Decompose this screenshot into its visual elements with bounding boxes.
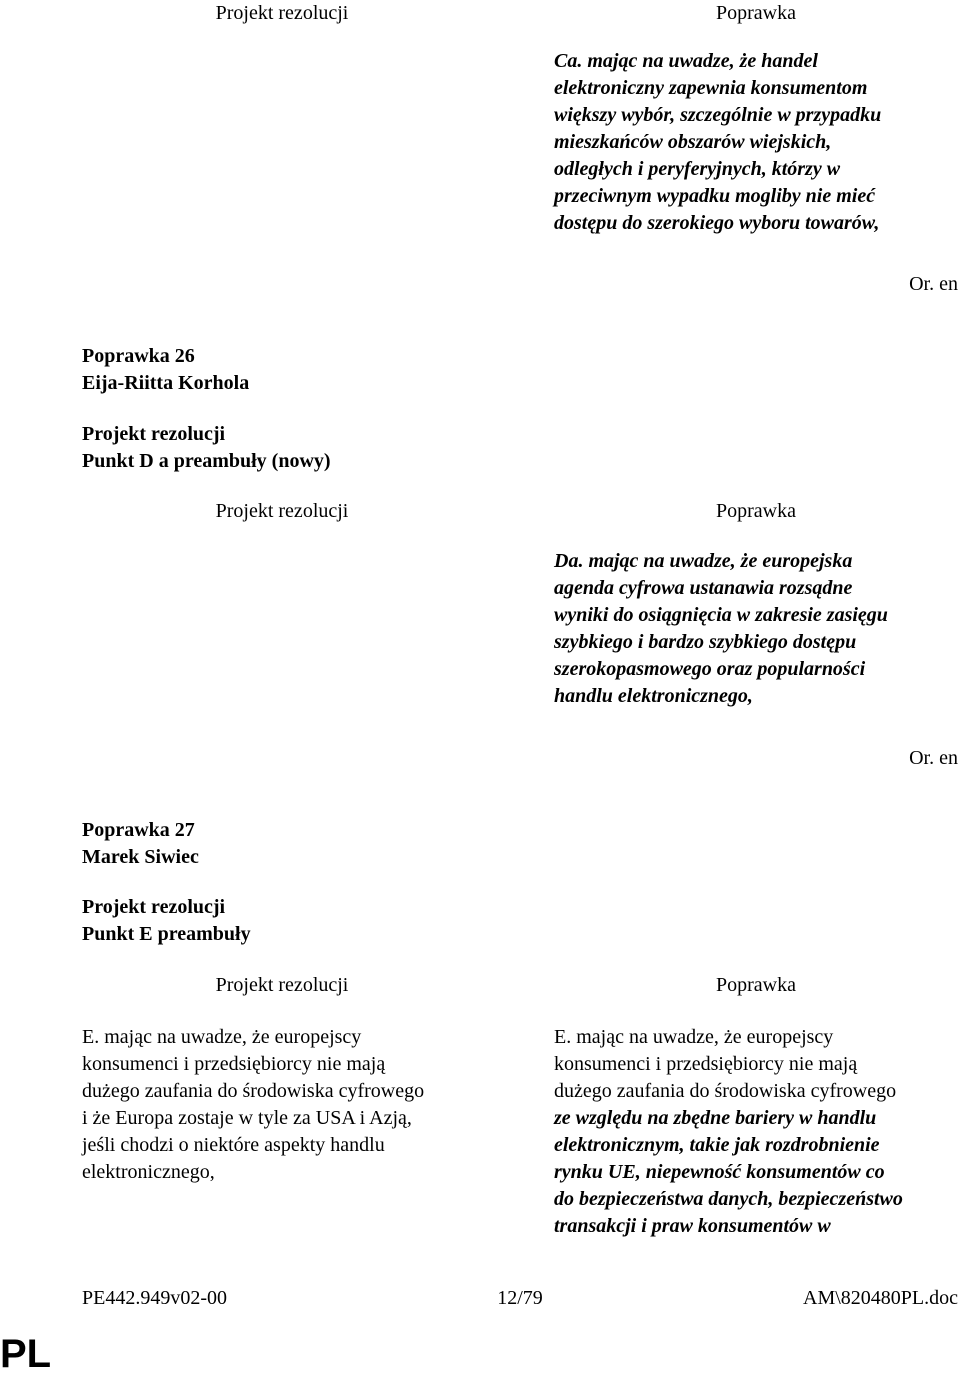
- original-language: Or. en: [909, 273, 958, 295]
- language-code: PL: [0, 1332, 52, 1376]
- changed-text-line: transakcji i praw konsumentów w: [554, 1215, 831, 1237]
- amendment-heading-27: [82, 817, 199, 871]
- column-header-amendment: Poprawka: [716, 2, 796, 24]
- text-line: Ca. mając na uwadze, że handel: [554, 50, 818, 72]
- changed-text-line: do bezpieczeństwa danych, bezpieczeństwo: [554, 1188, 903, 1210]
- changed-text-line: ze względu na zbędne bariery w handlu: [554, 1107, 877, 1129]
- text-line: wyniki do osiągnięcia w zakresie zasięgu: [554, 604, 888, 626]
- amendment-text-e: [554, 1024, 954, 1240]
- text-line: dużego zaufania do środowiska cyfrowego: [554, 1080, 897, 1102]
- text-line: elektronicznego,: [82, 1161, 215, 1183]
- amendment-reference-27: [82, 894, 251, 948]
- original-language: Or. en: [909, 747, 958, 769]
- paragraph-reference: Punkt D a preambuły (nowy): [82, 450, 331, 472]
- text-line: i że Europa zostaje w tyle za USA i Azją,: [82, 1107, 412, 1129]
- paragraph-reference: Punkt E preambuły: [82, 923, 251, 945]
- text-line: odległych i peryferyjnych, którzy w: [554, 158, 841, 180]
- amendment-title: Poprawka 26: [82, 345, 195, 367]
- text-line: dużego zaufania do środowiska cyfrowego: [82, 1080, 425, 1102]
- text-line: E. mając na uwadze, że europejscy: [554, 1026, 834, 1048]
- text-line: przeciwnym wypadku mogliby nie mieć: [554, 185, 876, 207]
- column-header-draft: Projekt rezolucji: [215, 500, 349, 522]
- amendment-reference-26: [82, 421, 331, 475]
- amendment-heading-26: [82, 343, 249, 397]
- text-line: handlu elektronicznego,: [554, 685, 753, 707]
- column-header-amendment: Poprawka: [716, 974, 796, 996]
- text-line: agenda cyfrowa ustanawia rozsądne: [554, 577, 853, 599]
- amendment-author: Eija-Riitta Korhola: [82, 372, 250, 394]
- amendment-title: Poprawka 27: [82, 819, 195, 841]
- footer-page-number: 12/79: [497, 1287, 543, 1309]
- text-line: konsumenci i przedsiębiorcy nie mają: [554, 1053, 858, 1075]
- column-header-draft: Projekt rezolucji: [215, 2, 349, 24]
- original-text-e: [82, 1024, 482, 1186]
- amendment-text-da: [554, 548, 954, 710]
- amendment-text-ca: [554, 48, 954, 237]
- text-line: Da. mając na uwadze, że europejska: [554, 550, 853, 572]
- text-line: elektroniczny zapewnia konsumentom: [554, 77, 868, 99]
- text-line: większy wybór, szczególnie w przypadku: [554, 104, 882, 126]
- text-line: jeśli chodzi o niektóre aspekty handlu: [82, 1134, 385, 1156]
- changed-text-line: rynku UE, niepewność konsumentów co: [554, 1161, 885, 1183]
- footer-doc-ref: PE442.949v02-00: [82, 1287, 227, 1309]
- document-name: Projekt rezolucji: [82, 896, 226, 918]
- column-header-amendment: Poprawka: [716, 500, 796, 522]
- text-line: konsumenci i przedsiębiorcy nie mają: [82, 1053, 386, 1075]
- text-line: szerokopasmowego oraz popularności: [554, 658, 866, 680]
- text-line: dostępu do szerokiego wyboru towarów,: [554, 212, 880, 234]
- text-line: mieszkańców obszarów wiejskich,: [554, 131, 832, 153]
- footer-file-name: AM\820480PL.doc: [803, 1287, 958, 1309]
- document-name: Projekt rezolucji: [82, 423, 226, 445]
- text-line: szybkiego i bardzo szybkiego dostępu: [554, 631, 857, 653]
- changed-text-line: elektronicznym, takie jak rozdrobnienie: [554, 1134, 880, 1156]
- column-header-draft: Projekt rezolucji: [215, 974, 349, 996]
- amendment-author: Marek Siwiec: [82, 846, 199, 868]
- text-line: E. mając na uwadze, że europejscy: [82, 1026, 362, 1048]
